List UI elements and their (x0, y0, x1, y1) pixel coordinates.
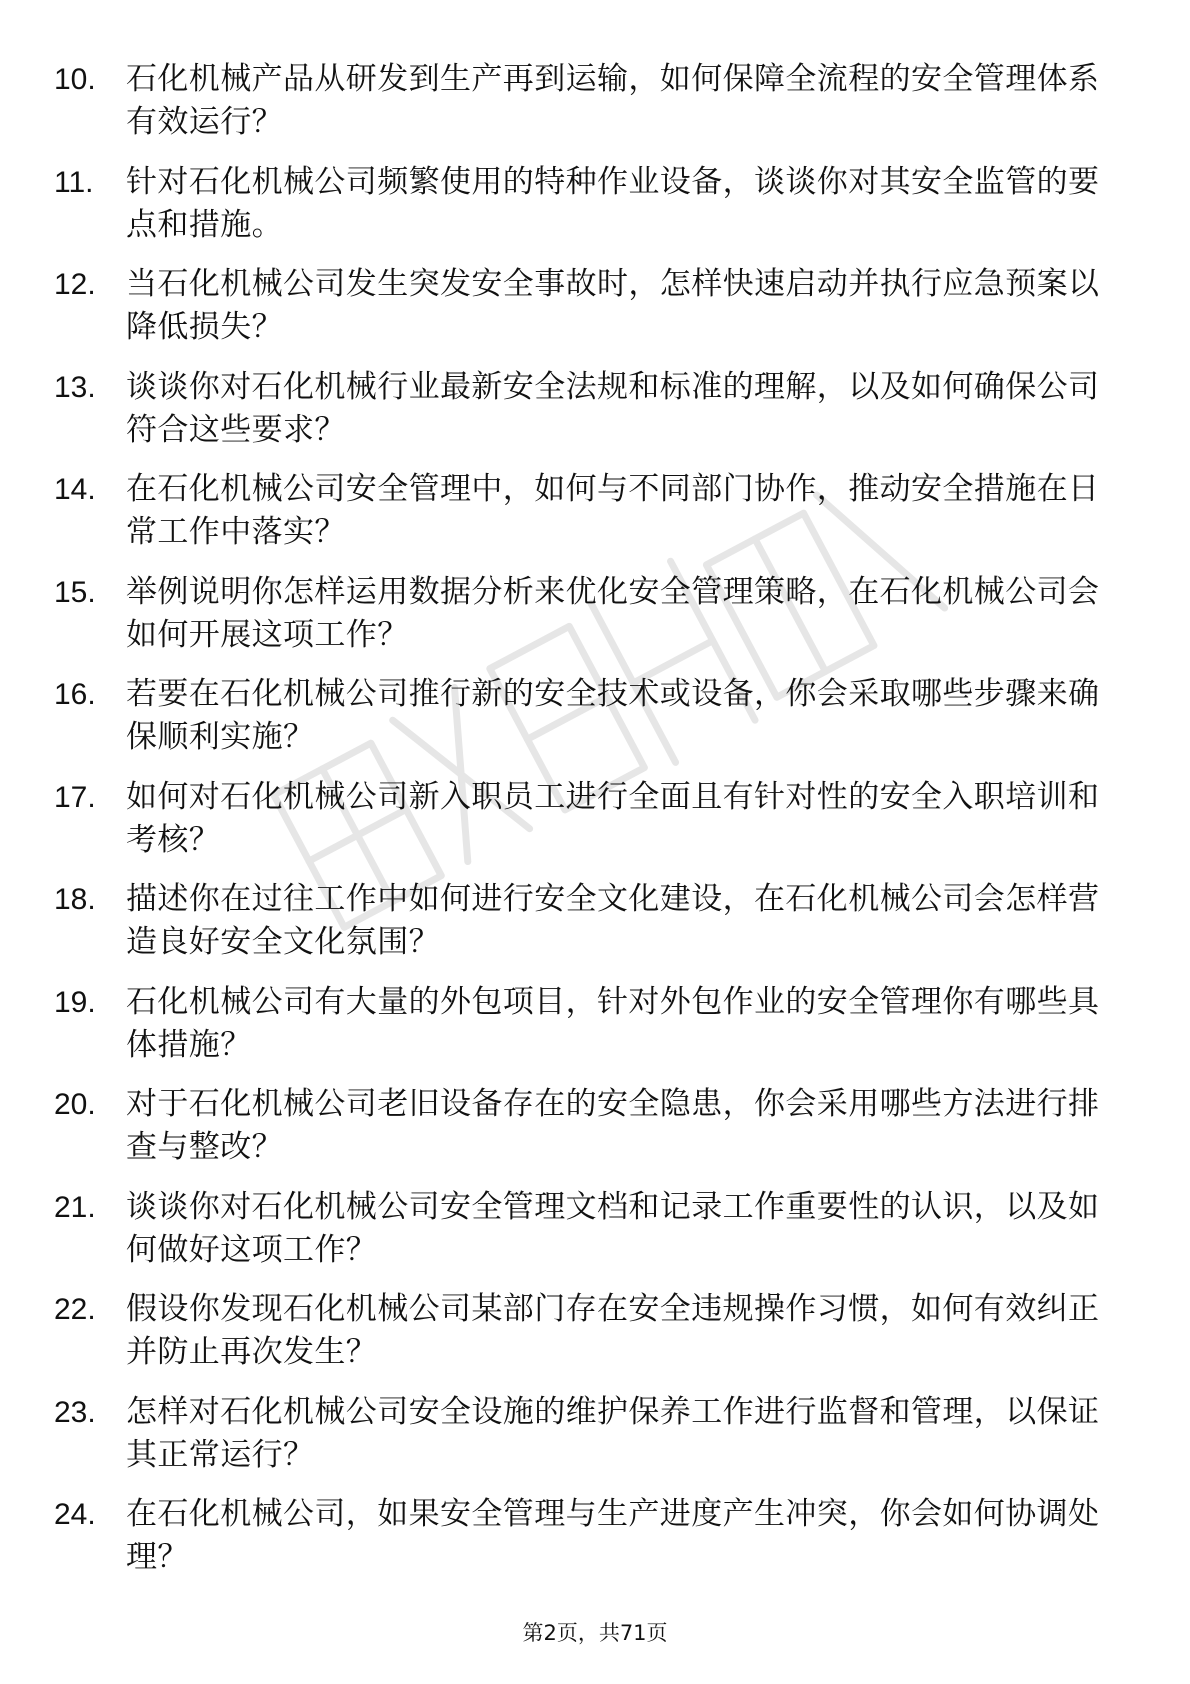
list-item (0, 1186, 1190, 1272)
list-item (0, 673, 1190, 759)
question-text: 针对石化机械公司频繁使用的特种作业设备，谈谈你对其安全监管的要点和措施。 (126, 163, 1100, 243)
question-number: 18. (54, 883, 96, 916)
question-text: 谈谈你对石化机械公司安全管理文档和记录工作重要性的认识，以及如何做好这项工作？ (126, 1188, 1100, 1268)
question-text: 石化机械公司有大量的外包项目，针对外包作业的安全管理你有哪些具体措施？ (126, 983, 1100, 1063)
list-item (0, 366, 1190, 452)
list-item (0, 1493, 1190, 1579)
question-number: 16. (54, 678, 96, 711)
question-number: 23. (54, 1395, 96, 1429)
question-text: 谈谈你对石化机械行业最新安全法规和标准的理解，以及如何确保公司符合这些要求？ (126, 368, 1100, 448)
question-text: 当石化机械公司发生突发安全事故时，怎样快速启动并执行应急预案以降低损失？ (126, 266, 1100, 345)
list-item (0, 263, 1190, 349)
question-number: 13. (54, 370, 96, 404)
question-number: 11. (54, 165, 94, 199)
list-item (0, 1083, 1190, 1169)
question-number: 17. (54, 780, 96, 814)
question-number: 20. (54, 1088, 96, 1121)
question-text: 对于石化机械公司老旧设备存在的安全隐患，你会采用哪些方法进行排查与整改？ (126, 1086, 1100, 1165)
question-text: 如何对石化机械公司新入职员工进行全面且有针对性的安全入职培训和考核？ (126, 778, 1100, 858)
list-item (0, 571, 1190, 657)
question-text: 举例说明你怎样运用数据分析来优化安全管理策略，在石化机械公司会如何开展这项工作？ (126, 573, 1100, 653)
question-text: 石化机械产品从研发到生产再到运输，如何保障全流程的安全管理体系有效运行？ (126, 61, 1100, 140)
question-text: 在石化机械公司安全管理中，如何与不同部门协作，推动安全措施在日常工作中落实？ (126, 471, 1100, 550)
list-item (0, 1391, 1190, 1477)
question-text: 假设你发现石化机械公司某部门存在安全违规操作习惯，如何有效纠正并防止再次发生？ (126, 1291, 1100, 1370)
list-item (0, 1288, 1190, 1374)
question-text: 若要在石化机械公司推行新的安全技术或设备，你会采取哪些步骤来确保顺利实施？ (126, 676, 1100, 755)
list-item (0, 878, 1190, 964)
question-number: 12. (54, 268, 96, 301)
question-number: 22. (54, 1293, 96, 1326)
list-item (0, 981, 1190, 1067)
question-text: 在石化机械公司，如果安全管理与生产进度产生冲突，你会如何协调处理？ (126, 1496, 1100, 1575)
question-number: 14. (54, 473, 96, 506)
page-indicator: 第2页，共71页 (522, 1621, 668, 1645)
list-item (0, 776, 1190, 862)
question-list (0, 58, 1190, 1596)
question-number: 15. (54, 575, 96, 609)
list-item (0, 468, 1190, 554)
question-number: 10. (54, 63, 96, 96)
question-text: 怎样对石化机械公司安全设施的维护保养工作进行监督和管理，以保证其正常运行？ (126, 1393, 1100, 1473)
list-item (0, 161, 1190, 247)
page-footer (0, 1618, 1190, 1648)
question-number: 21. (54, 1190, 96, 1224)
question-number: 19. (54, 985, 96, 1019)
question-text: 描述你在过往工作中如何进行安全文化建设，在石化机械公司会怎样营造良好安全文化氛围？ (126, 881, 1100, 960)
list-item (0, 58, 1190, 144)
question-number: 24. (54, 1498, 96, 1531)
